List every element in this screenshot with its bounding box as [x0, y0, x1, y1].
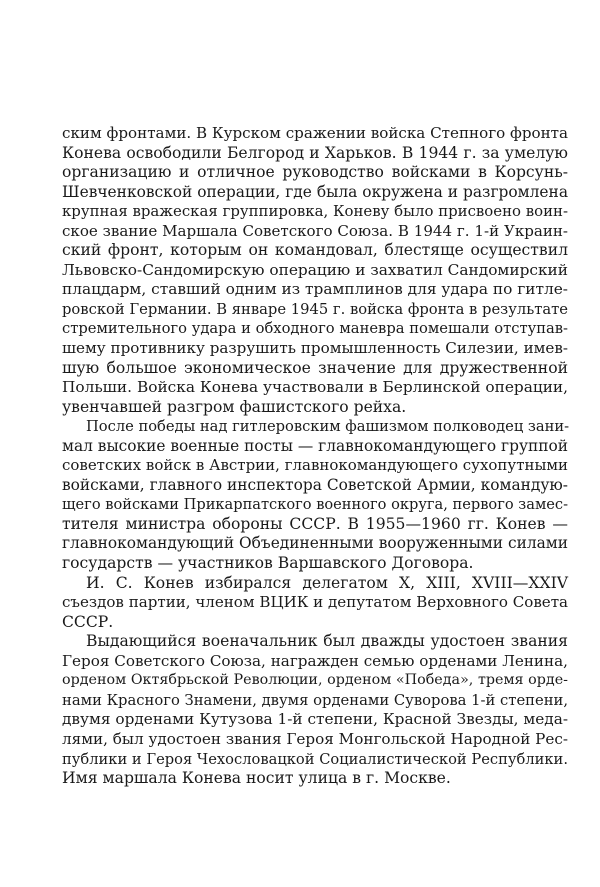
text-line: лями, был удостоен звания Героя Монгольской Народной Рес-	[62, 729, 568, 748]
text-line: увенчавшей разгром фашистского рейха.	[62, 397, 407, 416]
text-line: И. С. Конев избирался делегатом X, XIII, XVIII—XXIV	[86, 573, 568, 592]
text-line: плацдарм, ставший одним из трамплинов для удара по гитле-	[62, 280, 568, 299]
paragraph-2	[62, 417, 568, 573]
text-line: стремительного удара и обходного маневра помешали отступав-	[62, 320, 568, 338]
text-line: государств — участников Варшавского Договора.	[62, 554, 474, 573]
text-line: После победы над гитлеровским фашизмом полководец зани-	[86, 418, 570, 436]
text-line: ровской Германии. В январе 1945 г. войска фронта в результате	[62, 300, 568, 318]
text-line: Конева освободили Белгород и Харьков. В 1944 г. за умелую	[62, 143, 568, 162]
text-line: орденом Октябрьской Революции, орденом «Победа», тремя орде-	[62, 672, 568, 689]
text-line: ским фронтами. В Курском сражении войска Степного фронта	[62, 124, 569, 142]
text-line: Шевченковской операции, где была окружена и разгромлена	[62, 182, 568, 201]
body-text	[62, 124, 568, 789]
text-line: ский фронт, которым он командовал, блестяще осуществил	[62, 241, 568, 260]
text-line: нами Красного Знамени, двумя орденами Суворова 1-й степени,	[62, 691, 569, 709]
text-line: советских войск в Австрии, главнокомандующего сухопутными	[62, 456, 568, 475]
text-line: войсками, главного инспектора Советской Армии, командую-	[62, 475, 568, 494]
text-line: публики и Героя Чехословацкой Социалистической Республики.	[62, 750, 568, 768]
text-line: шую большое экономическое значение для дружественной	[62, 358, 568, 377]
text-line: тителя министра обороны СССР. В 1955—1960 гг. Конев —	[62, 514, 568, 533]
paragraph-4	[62, 632, 568, 788]
text-line: двумя орденами Кутузова 1-й степени, Красной Звезды, меда-	[62, 710, 568, 729]
text-line: Героя Советского Союза, награжден семью орденами Ленина,	[62, 651, 568, 670]
text-line: мал высокие военные посты — главнокомандующего группой	[62, 436, 568, 455]
text-line: организацию и отличное руководство войсками в Корсунь-	[62, 163, 568, 182]
text-line: ское звание Маршала Советского Союза. В 1944 г. 1-й Украин-	[62, 221, 568, 240]
paragraph-1	[62, 124, 568, 417]
text-line: СССР.	[62, 612, 114, 631]
text-line: Львовско-Сандомирскую операцию и захватил Сандомирский	[62, 260, 568, 279]
text-line: Выдающийся военачальник был дважды удостоен звания	[86, 632, 568, 651]
paragraph-3	[62, 574, 568, 633]
text-line: крупная вражеская группировка, Коневу было присвоено воин-	[62, 202, 568, 221]
text-line: шему противнику разрушить промышленность Силезии, имев-	[62, 339, 568, 358]
text-line: главнокомандующий Объединенными вооруженными силами	[62, 534, 568, 553]
text-line: съездов партии, членом ВЦИК и депутатом Верховного Совета	[62, 593, 568, 612]
text-line: Имя маршала Конева носит улица в г. Москве.	[62, 769, 451, 788]
text-line: Польши. Войска Конева участвовали в Берлинской операции,	[62, 378, 568, 397]
text-line: щего войсками Прикарпатского военного округа, первого замес-	[62, 496, 568, 514]
